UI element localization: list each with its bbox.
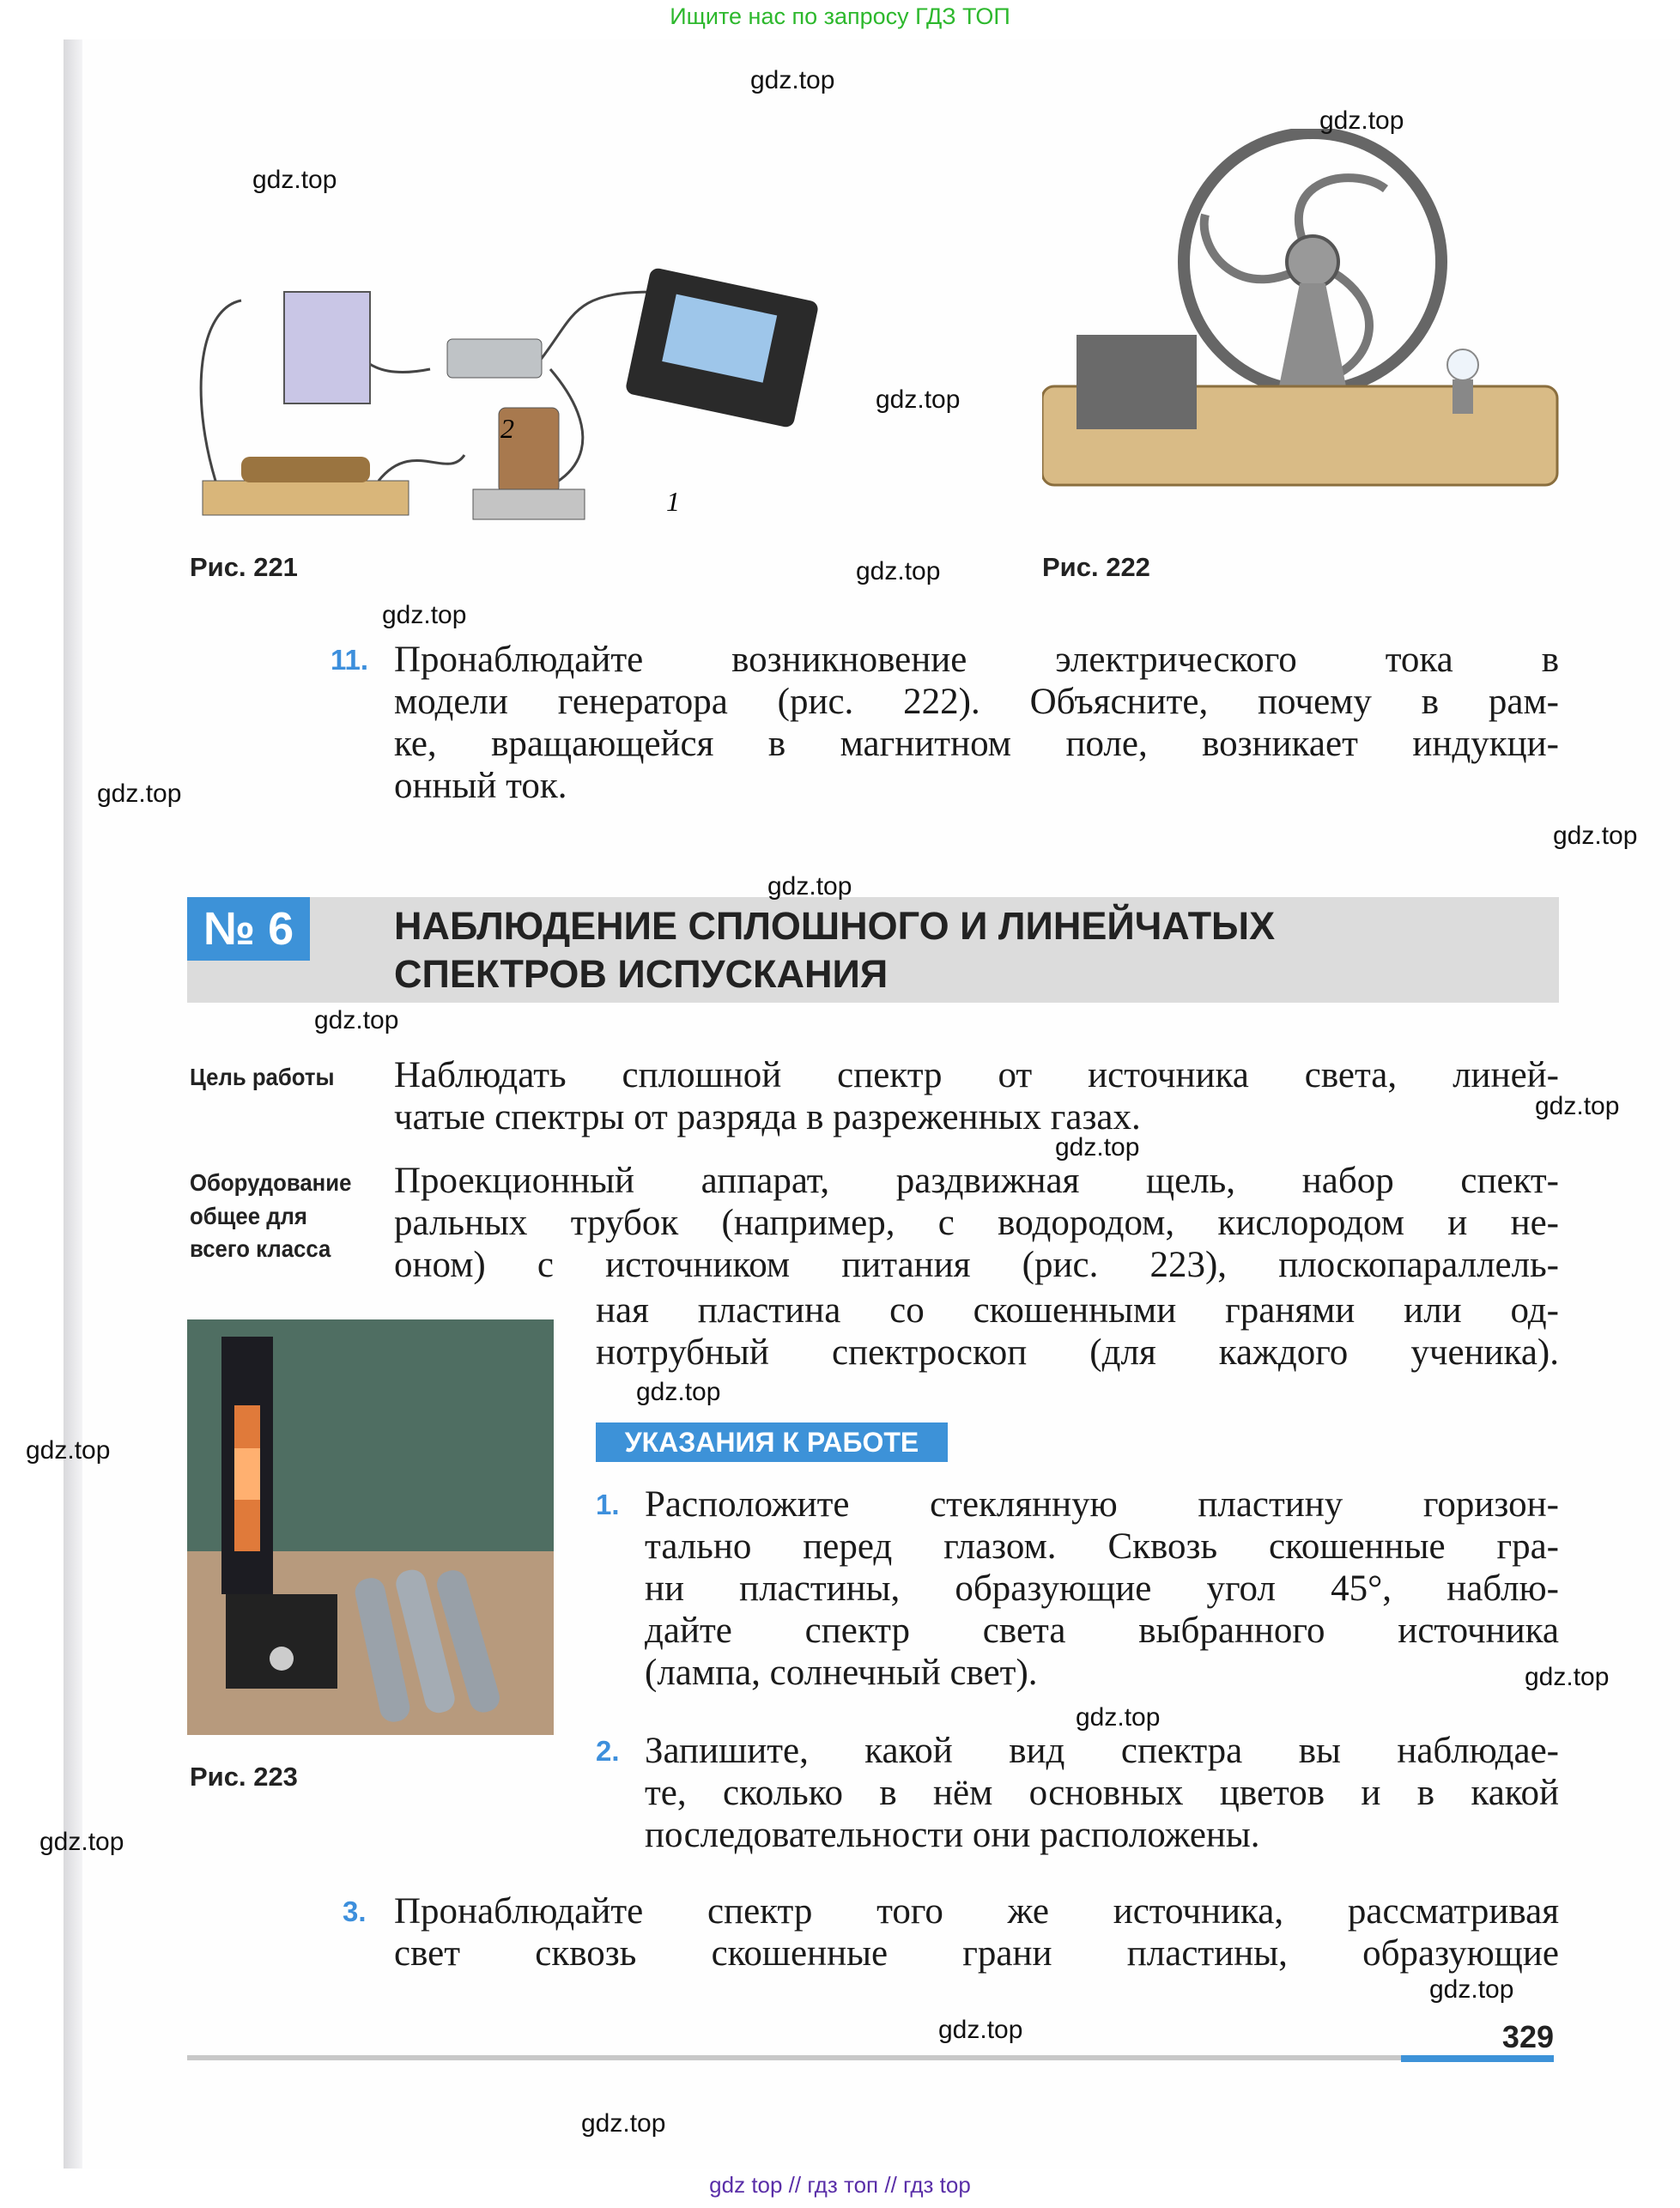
text-line: те, сколько в нём основных цветов и в какой <box>645 1773 1559 1813</box>
equipment-label-line: Оборудование <box>190 1169 352 1196</box>
page-number: 329 <box>1501 2019 1554 2054</box>
goal-text <box>394 1054 1559 1138</box>
watermark: gdz.top <box>97 779 182 808</box>
equipment-label-line: всего класса <box>190 1235 331 1262</box>
text-line: тально перед глазом. Сквозь скошенные гра- <box>645 1526 1559 1567</box>
figure-223-photo <box>187 1319 554 1735</box>
text-line: оном) с источником питания (рис. 223), плоскопараллель- <box>394 1245 1559 1285</box>
instructions-header: УКАЗАНИЯ К РАБОТЕ <box>596 1422 948 1462</box>
text-line: нотрубный спектроскоп (для каждого ученика). <box>596 1332 1559 1373</box>
watermark: gdz.top <box>1525 1663 1610 1691</box>
text-line: Пронаблюдайте спектр того же источника, рассматривая <box>394 1891 1559 1932</box>
watermark: gdz.top <box>876 385 961 414</box>
watermark: gdz.top <box>581 2109 666 2138</box>
figure-222-caption: Рис. 222 <box>1042 552 1150 582</box>
watermark: gdz.top <box>252 166 337 194</box>
equipment-text-continued <box>596 1289 1559 1374</box>
watermark: gdz.top <box>750 66 835 94</box>
text-line: Пронаблюдайте возникновение электрического тока в <box>394 640 1559 680</box>
text-line: последовательности они расположены. <box>645 1815 1260 1855</box>
text-line: ральных трубок (например, с водородом, кислородом и не- <box>394 1203 1559 1243</box>
search-banner[interactable]: Ищите нас по запросу ГДЗ ТОП <box>670 3 1010 29</box>
text-line: дайте спектр света выбранного источника <box>645 1611 1559 1651</box>
watermark: gdz.top <box>856 557 941 585</box>
watermark: gdz.top <box>1076 1703 1161 1732</box>
figure-221-circuit <box>190 258 851 541</box>
lab-title-line: СПЕКТРОВ ИСПУСКАНИЯ <box>394 952 889 996</box>
watermark: gdz.top <box>1553 822 1638 850</box>
lab-title-line: НАБЛЮДЕНИЕ СПЛОШНОГО И ЛИНЕЙЧАТЫХ <box>394 904 1276 948</box>
step-2-number: 2. <box>596 1735 620 1767</box>
figure-222-generator <box>1042 129 1562 532</box>
text-line: ке, вращающейся в магнитном поле, возникает индукци- <box>394 724 1559 764</box>
figure-223-caption: Рис. 223 <box>190 1762 298 1792</box>
text-line: ни пластины, образующие угол 45°, наблю- <box>645 1568 1559 1609</box>
watermark: gdz.top <box>382 601 467 629</box>
step-3-text <box>394 1890 1559 1974</box>
text-line: ная пластина со скошенными гранями или од- <box>596 1290 1559 1331</box>
text-line: Расположите стеклянную пластину горизон- <box>645 1484 1559 1525</box>
goal-label: Цель работы <box>190 1064 335 1090</box>
watermark: gdz.top <box>938 2016 1023 2044</box>
text-line: (лампа, солнечный свет). <box>645 1653 1038 1693</box>
task-11-text <box>394 639 1559 807</box>
text-line: Проекционный аппарат, раздвижная щель, набор спект- <box>394 1161 1559 1201</box>
fig221-label-1: 1 <box>666 486 680 517</box>
equipment-text <box>394 1160 1559 1286</box>
watermark: gdz.top <box>1319 106 1404 135</box>
text-line: Наблюдать сплошной спектр от источника света, линей- <box>394 1055 1559 1095</box>
fig221-label-2: 2 <box>500 413 514 444</box>
task-11-number: 11. <box>331 644 369 676</box>
text-line: свет сквозь скошенные грани пластины, образующие <box>394 1933 1559 1974</box>
watermark: gdz.top <box>26 1436 111 1465</box>
watermark: gdz.top <box>1535 1092 1620 1120</box>
bottom-rule-accent <box>1401 2055 1554 2062</box>
step-2-text <box>645 1730 1559 1856</box>
text-line: чатые спектры от разряда в разреженных газах. <box>394 1097 1141 1137</box>
figure-221-caption: Рис. 221 <box>190 552 298 582</box>
step-1-text <box>645 1483 1559 1694</box>
step-1-number: 1. <box>596 1489 620 1520</box>
equipment-label-line: общее для <box>190 1203 307 1229</box>
footer-links[interactable]: gdz top // гдз топ // гдз top <box>709 2172 971 2198</box>
watermark: gdz.top <box>767 872 852 901</box>
watermark: gdz.top <box>1429 1975 1514 2004</box>
text-line: Запишите, какой вид спектра вы наблюдае- <box>645 1731 1559 1771</box>
watermark: gdz.top <box>636 1378 721 1406</box>
watermark: gdz.top <box>1055 1133 1140 1162</box>
watermark: gdz.top <box>314 1006 399 1034</box>
watermark: gdz.top <box>39 1828 124 1856</box>
step-3-number: 3. <box>343 1896 367 1927</box>
bottom-rule <box>187 2055 1554 2060</box>
lab-number-badge: № 6 <box>187 897 310 961</box>
text-line: модели генератора (рис. 222). Объясните, почему в рам- <box>394 682 1559 722</box>
text-line: онный ток. <box>394 766 567 806</box>
